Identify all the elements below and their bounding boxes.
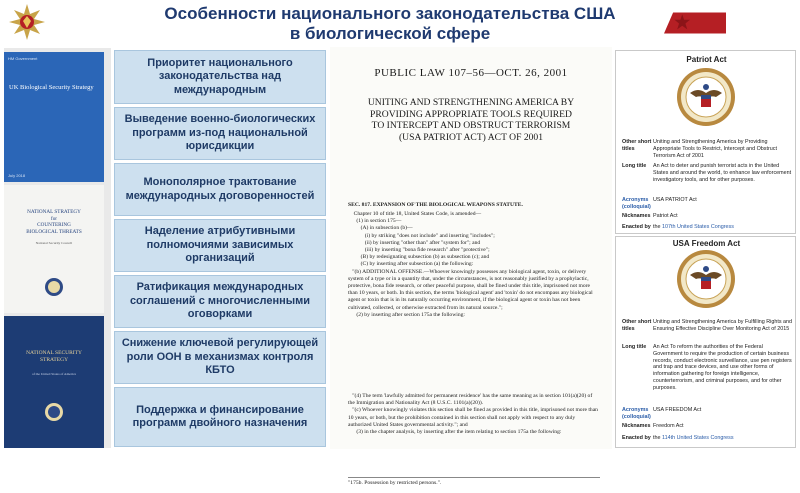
row-value: USA PATRIOT Act (653, 197, 697, 203)
row-label-link[interactable]: Acronyms (colloquial) (622, 407, 651, 420)
cover-title (4, 209, 104, 235)
great-seal-icon (676, 67, 736, 127)
row-value: USA FREEDOM Act (653, 407, 702, 413)
act-title (340, 97, 602, 143)
act-title-line: PROVIDING APPROPRIATE TOOLS REQUIRED (370, 108, 572, 120)
biothreats-strategy-cover (4, 185, 104, 313)
title-line-1: Особенности национального законодательства США (164, 4, 616, 23)
uk-strategy-cover (4, 52, 104, 182)
row-label: Long title (622, 163, 647, 169)
cover-publisher: HM Government (8, 56, 38, 61)
cover-title: UK Biological Security Strategy (9, 84, 94, 91)
feature-box: Поддержка и финансирование программ двойного назначения (114, 387, 326, 447)
infobox-row (622, 163, 794, 183)
cover-title-line: NATIONAL SECURITY (26, 350, 82, 356)
row-label: Other short titles (622, 319, 652, 332)
act-title-line: (USA PATRIOT ACT) ACT OF 2001 (398, 131, 544, 143)
army-emblem-icon (6, 2, 48, 42)
patriot-act-infobox (615, 50, 796, 234)
section-heading: SEC. 817. EXPANSION OF THE BIOLOGICAL WEAPONS STATUTE. (348, 202, 523, 208)
row-value: An Act To reform the authorities of the Federal Government to require the production of certain business records, conduct electronic surveillance, use pen registers and trap and trace devices, and use other forms of information gathering for foreign intelligence, counterterrorism, and criminal purposes, and for other purposes. (653, 344, 792, 391)
document-footer-line: "175b. Possession by restricted persons.". (348, 477, 600, 493)
row-value: Freedom Act (653, 423, 684, 429)
infobox-row (622, 319, 794, 333)
cover-title-line: NATIONAL STRATEGY (27, 209, 81, 215)
infobox-row (622, 407, 794, 421)
infobox-row (622, 213, 794, 220)
document-body: Chapter 10 of title 18, United States Code, is amended— (1) in section 175— (A) in subsection (b)— (i) by striking "does not include" and inserting "includes"; (ii) by inserting "other than" after "system for"; and (iii) by inserting "bona fide research" after "protective"; (B) by redesignating subsection (b) as subsection (c); and (C) by inserting after subsection (a) the following: "(b) ADDITIONAL OFFENSE.—Whoever knowingly possesses any biological agent, toxin, or delivery system of a type or in a quantity that, under the circumstances, is not reasonably justified by a prophylactic, protective, bona fide research, or other peaceful purpose, shall be fined under this title, imprisoned not more than 10 years, or both. In this section, the terms 'biological agent' and 'toxin' do not encompass any biological agent or toxin that is in its naturally occurring environment, if the biological agent or toxin has not been cultivated, collected, or otherwise extracted from its natural source."; (2) by inserting after section 175a the following: (348, 211, 593, 318)
row-label: Nicknames (622, 423, 651, 429)
infobox-row (622, 435, 794, 442)
title-line-2: в биологической сфере (289, 24, 491, 43)
enacted-prefix: the (653, 224, 661, 230)
cover-title-line: COUNTERING (37, 222, 71, 228)
cover-title-line: STRATEGY (39, 357, 69, 363)
feature-box: Ратификация международных соглашений с многочисленными оговорками (114, 275, 326, 328)
infobox-row (622, 139, 794, 159)
row-value: Uniting and Strengthening America by Providing Appropriate Tools to Restrict, Intercept and Obstruct Terrorism Act of 2001 (653, 139, 777, 159)
red-star-corner-icon (664, 0, 726, 46)
act-title-line: UNITING AND STRENGTHENING AMERICA BY (367, 97, 575, 108)
infobox-title: Patriot Act (686, 55, 727, 64)
presidential-seal-icon (44, 402, 64, 422)
enacted-prefix: the (653, 435, 661, 441)
national-security-strategy-cover (4, 316, 104, 448)
row-value: Uniting and Strengthening America by Fulfilling Rights and Ensuring Effective Discipline Over Monitoring Act of 2015 (653, 319, 793, 332)
cover-subtitle: National Security Council (35, 241, 73, 245)
feature-box: Снижение ключевой регулирующей роли ООН в механизмах контроля КБТО (114, 331, 326, 384)
feature-box: Выведение военно-биологических программ из-под национальной юрисдикции (114, 107, 326, 160)
congress-link[interactable]: 107th United States Congress (662, 224, 734, 230)
public-law-heading: PUBLIC LAW 107–56—OCT. 26, 2001 (374, 67, 568, 79)
row-value: An Act to deter and punish terrorist acts in the United States and around the world, to enhance law enforcement investigatory tools, and for other purposes. (653, 163, 792, 183)
infobox-title: USA Freedom Act (672, 239, 741, 248)
infobox-row (622, 344, 794, 392)
public-law-document (330, 47, 612, 486)
great-seal-icon (676, 249, 736, 309)
cover-title (4, 350, 104, 364)
row-label-link[interactable]: Acronyms (colloquial) (622, 197, 651, 210)
row-label: Enacted by (622, 435, 651, 441)
cover-date: July 2018 (8, 173, 26, 178)
presidential-seal-icon (44, 277, 64, 297)
freedom-act-infobox (615, 236, 796, 448)
cover-title-line: BIOLOGICAL THREATS (26, 228, 82, 235)
row-label: Nicknames (622, 213, 651, 219)
row-value: Patriot Act (653, 213, 678, 219)
act-title-line: TO INTERCEPT AND OBSTRUCT TERRORISM (371, 120, 571, 131)
row-label: Long title (622, 344, 647, 350)
row-label: Enacted by (622, 224, 651, 230)
page-number: 7 (754, 10, 766, 32)
row-label: Other short titles (622, 139, 652, 152)
feature-box: Наделение атрибутивными полномочиями зависимых организаций (114, 219, 326, 272)
congress-link[interactable]: 114th United States Congress (662, 435, 734, 441)
feature-box: Монополярное трактование международных договоренностей (114, 163, 326, 216)
cover-subtitle: of the United States of America (31, 372, 77, 376)
infobox-row (622, 224, 794, 231)
cover-title-line: for (50, 215, 58, 222)
slide-title (90, 4, 690, 44)
feature-box: Приоритет национального законодательства над международным (114, 50, 326, 104)
slide-header (0, 0, 800, 46)
infobox-row (622, 423, 794, 430)
document-body: "(4) The term 'lawfully admitted for permanent residence' has the same meaning as in section 101(a)(20) of the Immigration and Nationality Act (8 U.S.C. 1101(a)(20)). "(c) Whoever knowingly violates this section shall be fined as provided in this title, imprisoned not more than 10 years, or both, but the prohibition contained in this section shall not apply with respect to any duly authorized United States governmental activity."; and (3) in the chapter analysis, by inserting after the item relating to section 175a the following: (348, 393, 598, 436)
infobox-row (622, 197, 794, 211)
